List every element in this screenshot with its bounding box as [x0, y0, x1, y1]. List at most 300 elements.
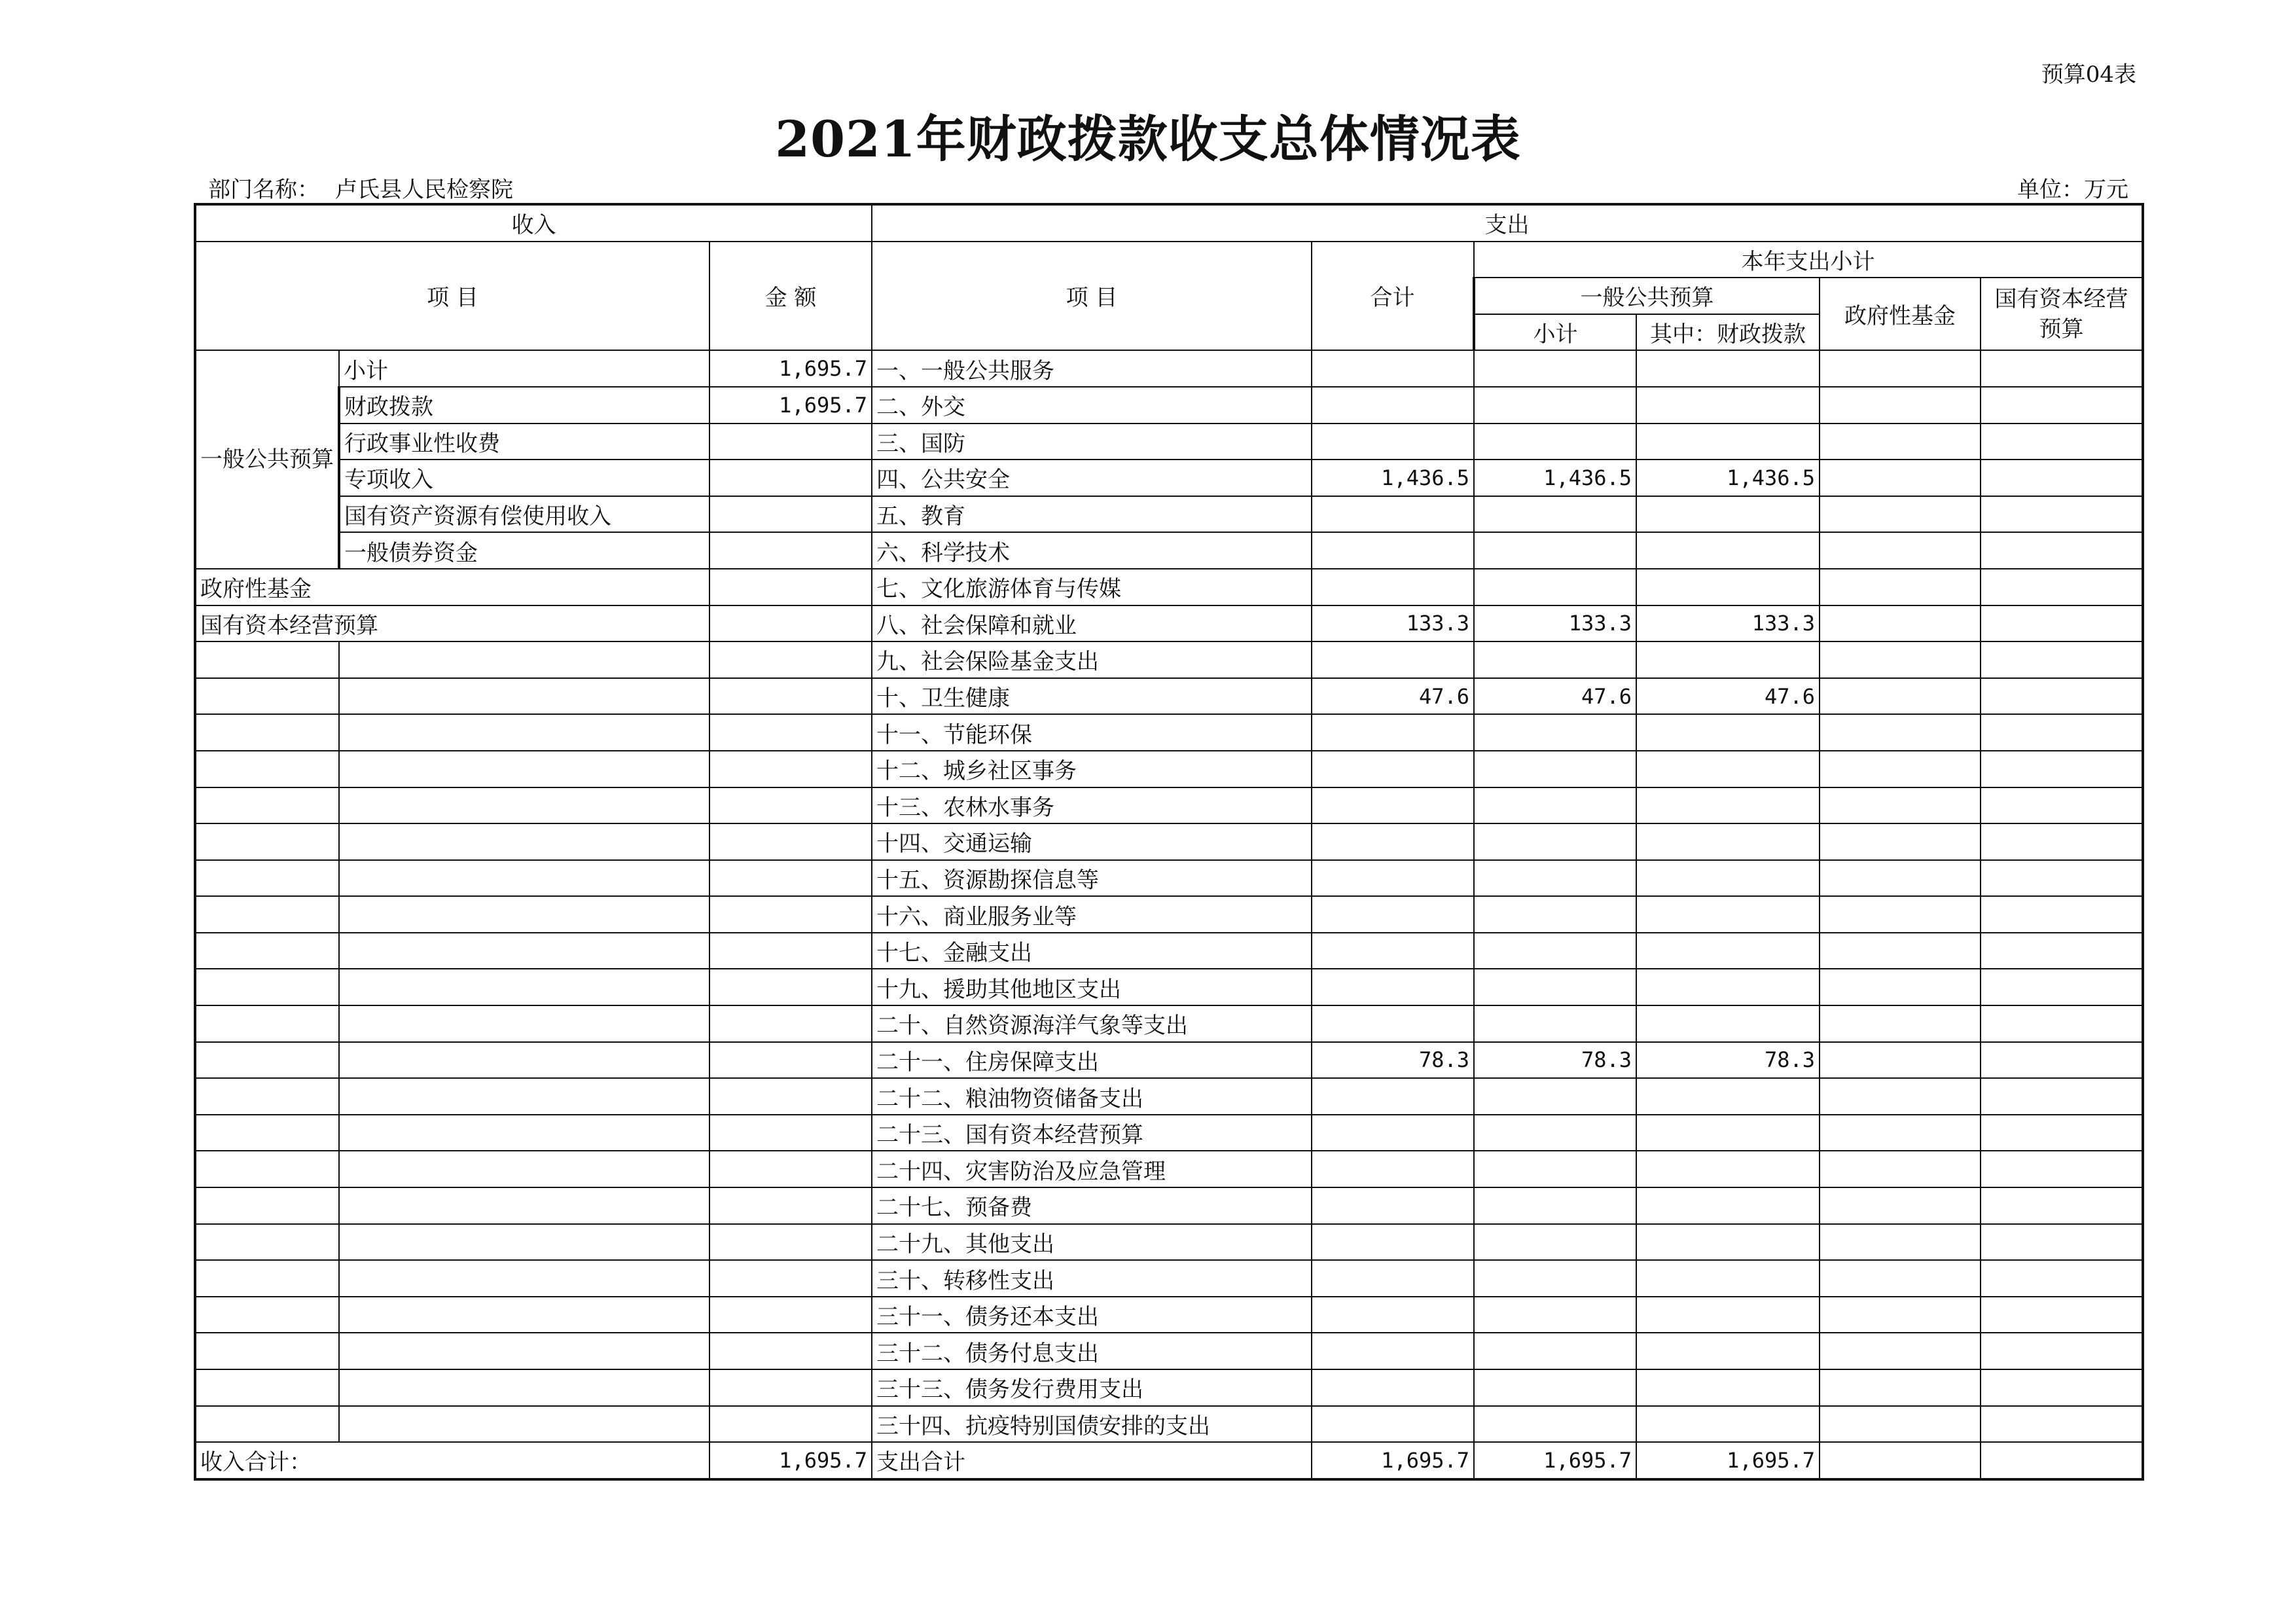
expense-item-label: 十、卫生健康	[872, 678, 1312, 715]
expense-item-label: 九、社会保险基金支出	[872, 641, 1312, 678]
expense-subtotal-value	[1474, 1369, 1636, 1406]
income-item-amount	[709, 532, 872, 569]
empty-cell	[195, 678, 339, 715]
department-line	[208, 171, 529, 204]
empty-cell	[339, 1078, 709, 1115]
empty-cell	[195, 1187, 339, 1224]
state-capital-value	[1981, 714, 2143, 751]
state-capital-value	[1981, 496, 2143, 533]
gov-fund-value	[1820, 641, 1981, 678]
state-capital-value	[1981, 424, 2143, 460]
expense-total-value	[1312, 496, 1474, 533]
empty-cell	[339, 969, 709, 1005]
empty-cell	[339, 860, 709, 897]
expense-total-value	[1312, 1224, 1474, 1261]
expense-item-label: 四、公共安全	[872, 460, 1312, 496]
income-item-amount	[709, 460, 872, 496]
expense-total-value	[1312, 1151, 1474, 1187]
empty-cell	[195, 787, 339, 824]
expense-item-label: 三十四、抗疫特别国债安排的支出	[872, 1406, 1312, 1443]
income-total-amount: 1,695.7	[709, 1442, 872, 1479]
expense-fiscal-value	[1636, 350, 1820, 387]
expense-item-label: 一、一般公共服务	[872, 350, 1312, 387]
empty-cell	[709, 751, 872, 787]
expense-fiscal-value	[1636, 387, 1820, 424]
expense-item-label: 二十七、预备费	[872, 1187, 1312, 1224]
expense-fiscal-value	[1636, 896, 1820, 933]
expense-total-value: 47.6	[1312, 678, 1474, 715]
state-capital-value	[1981, 860, 2143, 897]
table-row	[195, 1224, 2143, 1261]
state-capital-value	[1981, 1260, 2143, 1297]
expense-item-label: 七、文化旅游体育与传媒	[872, 569, 1312, 605]
empty-cell	[709, 641, 872, 678]
state-capital-value	[1981, 1406, 2143, 1443]
state-capital-value	[1981, 460, 2143, 496]
expense-subtotal-value	[1474, 1224, 1636, 1261]
income-item-amount	[709, 496, 872, 533]
state-capital-value	[1981, 641, 2143, 678]
table-row	[195, 1369, 2143, 1406]
empty-cell	[339, 1406, 709, 1443]
expense-fiscal-value	[1636, 969, 1820, 1005]
state-capital-value	[1981, 1078, 2143, 1115]
income-other-amount	[709, 605, 872, 642]
expense-item-label: 三十、转移性支出	[872, 1260, 1312, 1297]
expense-subtotal-value	[1474, 569, 1636, 605]
header-row-2	[195, 242, 2143, 278]
gov-fund-value	[1820, 787, 1981, 824]
empty-cell	[195, 1369, 339, 1406]
empty-cell	[195, 1333, 339, 1369]
empty-cell	[709, 1005, 872, 1042]
expense-item-label: 十七、金融支出	[872, 933, 1312, 969]
table-row	[195, 532, 2143, 569]
expense-total-value	[1312, 532, 1474, 569]
empty-cell	[195, 1115, 339, 1151]
state-capital-value	[1981, 823, 2143, 860]
expense-subtotal-value	[1474, 933, 1636, 969]
gov-fund-value	[1820, 1406, 1981, 1443]
empty-cell	[709, 714, 872, 751]
state-capital-value	[1981, 1297, 2143, 1333]
gov-fund-value	[1820, 823, 1981, 860]
empty-cell	[709, 1151, 872, 1187]
state-capital-value	[1981, 1224, 2143, 1261]
empty-cell	[709, 933, 872, 969]
empty-cell	[195, 933, 339, 969]
expense-total-value	[1312, 569, 1474, 605]
expense-total-value: 78.3	[1312, 1042, 1474, 1079]
table-row	[195, 1115, 2143, 1151]
state-capital-value	[1981, 350, 2143, 387]
expense-subtotal-value	[1474, 1151, 1636, 1187]
state-capital-value	[1981, 569, 2143, 605]
empty-cell	[195, 823, 339, 860]
expense-total-value	[1312, 350, 1474, 387]
expense-total-value: 133.3	[1312, 605, 1474, 642]
expense-subtotal-value	[1474, 751, 1636, 787]
header-row-1	[195, 204, 2143, 242]
expense-fiscal-value	[1636, 1260, 1820, 1297]
table-row	[195, 496, 2143, 533]
expense-item-label: 二十四、灾害防治及应急管理	[872, 1151, 1312, 1187]
table-row	[195, 460, 2143, 496]
state-capital-value	[1981, 387, 2143, 424]
expense-item-label: 五、教育	[872, 496, 1312, 533]
table-row	[195, 387, 2143, 424]
expense-total-value	[1312, 424, 1474, 460]
expense-fiscal-value	[1636, 424, 1820, 460]
gov-fund-value	[1820, 1297, 1981, 1333]
general-budget-header: 一般公共预算	[1474, 278, 1820, 314]
state-capital-value	[1981, 605, 2143, 642]
expense-item-label: 十二、城乡社区事务	[872, 751, 1312, 787]
state-capital-value	[1981, 1187, 2143, 1224]
expense-subtotal-value	[1474, 641, 1636, 678]
empty-cell	[709, 1187, 872, 1224]
empty-cell	[709, 1369, 872, 1406]
gov-fund-value	[1820, 1224, 1981, 1261]
expense-subtotal-value	[1474, 1078, 1636, 1115]
state-capital-total	[1981, 1442, 2143, 1479]
expense-subtotal-value	[1474, 424, 1636, 460]
state-capital-value	[1981, 969, 2143, 1005]
expense-total-value	[1312, 933, 1474, 969]
table-row	[195, 1406, 2143, 1443]
expense-fiscal-value	[1636, 823, 1820, 860]
income-amount-header: 金 额	[709, 242, 872, 351]
empty-cell	[339, 896, 709, 933]
state-capital-header: 国有资本经营预算	[1981, 278, 2143, 350]
empty-cell	[195, 1151, 339, 1187]
expense-item-label: 十九、援助其他地区支出	[872, 969, 1312, 1005]
table-row	[195, 678, 2143, 715]
expense-item-label: 六、科学技术	[872, 532, 1312, 569]
expense-item-label: 二十三、国有资本经营预算	[872, 1115, 1312, 1151]
gov-fund-value	[1820, 1115, 1981, 1151]
expense-fiscal-value: 78.3	[1636, 1042, 1820, 1079]
expense-item-label: 二、外交	[872, 387, 1312, 424]
expense-subtotal-value	[1474, 1406, 1636, 1443]
state-capital-value	[1981, 933, 2143, 969]
state-capital-value	[1981, 1005, 2143, 1042]
expense-total-value	[1312, 896, 1474, 933]
expense-item-label: 八、社会保障和就业	[872, 605, 1312, 642]
expense-item-label: 十六、商业服务业等	[872, 896, 1312, 933]
expense-subtotal-value	[1474, 823, 1636, 860]
gov-fund-value	[1820, 496, 1981, 533]
table-row	[195, 1187, 2143, 1224]
empty-cell	[195, 1005, 339, 1042]
income-item-label: 国有资产资源有偿使用收入	[339, 496, 709, 533]
empty-cell	[709, 1042, 872, 1079]
table-row	[195, 569, 2143, 605]
expense-grand-subtotal: 1,695.7	[1474, 1442, 1636, 1479]
income-item-amount	[709, 424, 872, 460]
empty-cell	[195, 1224, 339, 1261]
gov-fund-value	[1820, 860, 1981, 897]
income-group-label: 一般公共预算	[195, 350, 339, 569]
expense-subtotal-value	[1474, 1115, 1636, 1151]
expense-total-value	[1312, 1260, 1474, 1297]
empty-cell	[339, 1005, 709, 1042]
empty-cell	[709, 1260, 872, 1297]
gov-fund-value	[1820, 751, 1981, 787]
of-which-fiscal-header: 其中：财政拨款	[1636, 314, 1820, 351]
empty-cell	[195, 1078, 339, 1115]
expense-fiscal-value	[1636, 751, 1820, 787]
empty-cell	[339, 1369, 709, 1406]
expense-total-header: 合计	[1312, 242, 1474, 351]
gov-fund-value	[1820, 1260, 1981, 1297]
expense-total-value	[1312, 787, 1474, 824]
empty-cell	[339, 678, 709, 715]
expense-total-value	[1312, 1078, 1474, 1115]
expense-fiscal-value: 1,436.5	[1636, 460, 1820, 496]
expense-subtotal-value	[1474, 787, 1636, 824]
expense-total-label: 支出合计	[872, 1442, 1312, 1479]
expense-total-value	[1312, 751, 1474, 787]
empty-cell	[339, 1297, 709, 1333]
state-capital-value	[1981, 1115, 2143, 1151]
empty-cell	[709, 1333, 872, 1369]
expense-item-label: 三十二、债务付息支出	[872, 1333, 1312, 1369]
gov-fund-value	[1820, 460, 1981, 496]
expense-fiscal-value	[1636, 787, 1820, 824]
expense-fiscal-value	[1636, 1115, 1820, 1151]
totals-row	[195, 1442, 2143, 1479]
table-row	[195, 751, 2143, 787]
expense-total-value	[1312, 823, 1474, 860]
empty-cell	[709, 678, 872, 715]
empty-cell	[339, 933, 709, 969]
income-other-label: 国有资本经营预算	[195, 605, 709, 642]
table-row	[195, 933, 2143, 969]
empty-cell	[709, 1078, 872, 1115]
gov-fund-value	[1820, 933, 1981, 969]
income-header: 收入	[195, 204, 872, 242]
expense-fiscal-value: 133.3	[1636, 605, 1820, 642]
table-row	[195, 1297, 2143, 1333]
expense-subtotal-value	[1474, 896, 1636, 933]
table-row	[195, 787, 2143, 824]
empty-cell	[195, 714, 339, 751]
expense-fiscal-value	[1636, 1005, 1820, 1042]
empty-cell	[709, 823, 872, 860]
expense-fiscal-value: 47.6	[1636, 678, 1820, 715]
state-capital-value	[1981, 678, 2143, 715]
expense-total-value	[1312, 387, 1474, 424]
state-capital-value	[1981, 1369, 2143, 1406]
empty-cell	[339, 823, 709, 860]
expense-fiscal-value	[1636, 496, 1820, 533]
gov-fund-value	[1820, 969, 1981, 1005]
empty-cell	[195, 1042, 339, 1079]
expense-fiscal-value	[1636, 1369, 1820, 1406]
expense-subtotal-value	[1474, 532, 1636, 569]
gov-fund-value	[1820, 1005, 1981, 1042]
table-row	[195, 969, 2143, 1005]
expense-item-header: 项 目	[872, 242, 1312, 351]
expense-subtotal-value	[1474, 496, 1636, 533]
empty-cell	[709, 787, 872, 824]
expense-total-value: 1,436.5	[1312, 460, 1474, 496]
income-item-label: 行政事业性收费	[339, 424, 709, 460]
gov-fund-header: 政府性基金	[1820, 278, 1981, 350]
empty-cell	[339, 1151, 709, 1187]
expense-fiscal-value	[1636, 1078, 1820, 1115]
empty-cell	[709, 1297, 872, 1333]
expense-item-label: 十四、交通运输	[872, 823, 1312, 860]
expense-total-value	[1312, 1369, 1474, 1406]
expense-subtotal-value	[1474, 1187, 1636, 1224]
gov-fund-value	[1820, 896, 1981, 933]
expense-subtotal-value	[1474, 1005, 1636, 1042]
empty-cell	[339, 641, 709, 678]
expense-item-label: 三、国防	[872, 424, 1312, 460]
state-capital-value	[1981, 1042, 2143, 1079]
expense-total-value	[1312, 1297, 1474, 1333]
gov-fund-value	[1820, 424, 1981, 460]
empty-cell	[195, 641, 339, 678]
department-label: 部门名称：	[208, 177, 319, 203]
expense-grand-total: 1,695.7	[1312, 1442, 1474, 1479]
expense-item-label: 三十一、债务还本支出	[872, 1297, 1312, 1333]
table-row	[195, 1042, 2143, 1079]
empty-cell	[339, 714, 709, 751]
expense-fiscal-value	[1636, 1297, 1820, 1333]
expense-subtotal-value: 133.3	[1474, 605, 1636, 642]
gov-fund-value	[1820, 678, 1981, 715]
empty-cell	[195, 1297, 339, 1333]
expense-subtotal-value: 78.3	[1474, 1042, 1636, 1079]
empty-cell	[339, 1187, 709, 1224]
income-other-label: 政府性基金	[195, 569, 709, 605]
expense-total-value	[1312, 1005, 1474, 1042]
empty-cell	[709, 969, 872, 1005]
expense-fiscal-value	[1636, 1187, 1820, 1224]
page-title: 2021年财政拨款收支总体情况表	[775, 110, 1521, 168]
income-total-label: 收入合计：	[195, 1442, 709, 1479]
table-row	[195, 823, 2143, 860]
empty-cell	[339, 1115, 709, 1151]
budget-table	[194, 203, 2144, 1481]
expense-grand-fiscal: 1,695.7	[1636, 1442, 1820, 1479]
income-item-label: 小计	[339, 350, 709, 387]
expense-total-value	[1312, 1406, 1474, 1443]
expense-item-label: 十五、资源勘探信息等	[872, 860, 1312, 897]
expense-subtotal-value	[1474, 1260, 1636, 1297]
empty-cell	[339, 751, 709, 787]
income-item-label: 财政拨款	[339, 387, 709, 424]
empty-cell	[709, 1224, 872, 1261]
expense-item-label: 二十九、其他支出	[872, 1224, 1312, 1261]
expense-fiscal-value	[1636, 933, 1820, 969]
state-capital-value	[1981, 787, 2143, 824]
expense-fiscal-value	[1636, 714, 1820, 751]
expense-fiscal-value	[1636, 1406, 1820, 1443]
gov-fund-total	[1820, 1442, 1981, 1479]
empty-cell	[195, 1406, 339, 1443]
expense-total-value	[1312, 1333, 1474, 1369]
empty-cell	[195, 969, 339, 1005]
expense-fiscal-value	[1636, 641, 1820, 678]
expense-subtotal-value	[1474, 1297, 1636, 1333]
expense-fiscal-value	[1636, 1224, 1820, 1261]
gov-fund-value	[1820, 387, 1981, 424]
department-name: 卢氏县人民检察院	[335, 177, 513, 203]
empty-cell	[195, 1260, 339, 1297]
table-row	[195, 641, 2143, 678]
table-row	[195, 1005, 2143, 1042]
gov-fund-value	[1820, 1042, 1981, 1079]
state-capital-value	[1981, 1151, 2143, 1187]
expense-subtotal-value: 1,436.5	[1474, 460, 1636, 496]
empty-cell	[339, 1224, 709, 1261]
gov-fund-value	[1820, 350, 1981, 387]
empty-cell	[709, 1406, 872, 1443]
expense-subtotal-value	[1474, 860, 1636, 897]
expense-fiscal-value	[1636, 1333, 1820, 1369]
form-code: 预算04表	[2041, 62, 2136, 88]
empty-cell	[709, 860, 872, 897]
gov-fund-value	[1820, 1151, 1981, 1187]
expense-item-label: 二十二、粮油物资储备支出	[872, 1078, 1312, 1115]
expense-item-label: 三十三、债务发行费用支出	[872, 1369, 1312, 1406]
empty-cell	[195, 751, 339, 787]
expense-item-label: 二十一、住房保障支出	[872, 1042, 1312, 1079]
income-other-amount	[709, 569, 872, 605]
empty-cell	[339, 787, 709, 824]
unit-label: 单位：万元	[2017, 177, 2128, 203]
expense-header: 支出	[872, 204, 2143, 242]
table-row	[195, 1151, 2143, 1187]
table-row	[195, 714, 2143, 751]
empty-cell	[195, 860, 339, 897]
expense-subtotal-value	[1474, 969, 1636, 1005]
expense-total-value	[1312, 860, 1474, 897]
expense-subtotal-value	[1474, 1333, 1636, 1369]
empty-cell	[339, 1260, 709, 1297]
expense-subtotal-value	[1474, 387, 1636, 424]
income-item-label: 专项收入	[339, 460, 709, 496]
expense-fiscal-value	[1636, 1151, 1820, 1187]
state-capital-value	[1981, 532, 2143, 569]
table-row	[195, 1078, 2143, 1115]
table-row	[195, 350, 2143, 387]
state-capital-value	[1981, 751, 2143, 787]
table-row	[195, 1333, 2143, 1369]
expense-item-label: 二十、自然资源海洋气象等支出	[872, 1005, 1312, 1042]
income-item-header: 项 目	[195, 242, 709, 351]
table-row	[195, 605, 2143, 642]
empty-cell	[709, 1115, 872, 1151]
empty-cell	[339, 1333, 709, 1369]
gov-fund-value	[1820, 1369, 1981, 1406]
gov-fund-value	[1820, 569, 1981, 605]
gov-fund-value	[1820, 1078, 1981, 1115]
table-row	[195, 1260, 2143, 1297]
expense-subtotal-value	[1474, 714, 1636, 751]
expense-total-value	[1312, 1187, 1474, 1224]
expense-subtotal-value	[1474, 350, 1636, 387]
expense-fiscal-value	[1636, 569, 1820, 605]
expense-fiscal-value	[1636, 532, 1820, 569]
table-row	[195, 896, 2143, 933]
table-row	[195, 424, 2143, 460]
income-item-amount: 1,695.7	[709, 387, 872, 424]
